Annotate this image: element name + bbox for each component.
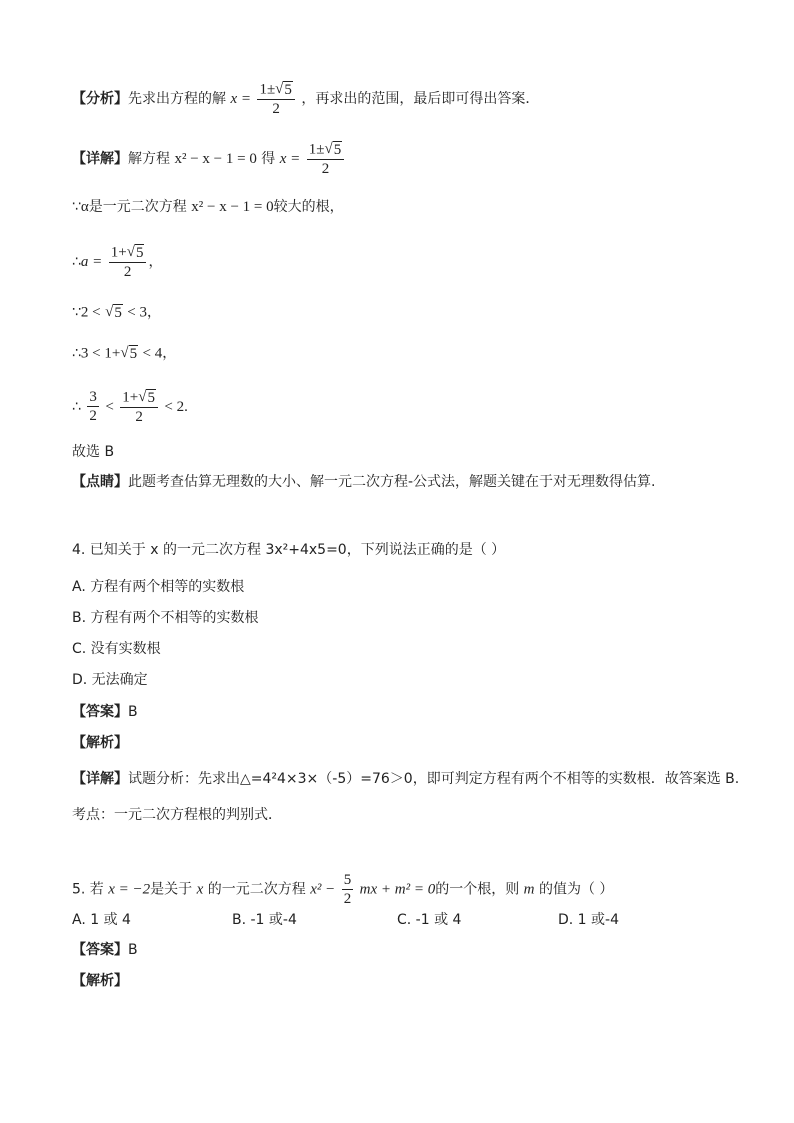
q5-option-a: A. 1 或 4 [72, 912, 131, 928]
therefore-symbol: ∴ [72, 253, 81, 270]
q5-option-c: C. -1 或 4 [397, 912, 462, 928]
inequality-line-2: ∴3 < 1+√5 < 4， [72, 345, 177, 362]
inequality-line-3: ∴ $\frac{3}{2}$ < $\frac{1+√5}{2}$ < 2. [72, 389, 188, 425]
q4-option-b: B. 方程有两个不相等的实数根 [72, 610, 259, 626]
a-value-line: ∴a = $\frac{1+√5}{2}$ ， [72, 244, 163, 280]
root-fraction: $\frac{1\pm√5}{2}$ [307, 140, 344, 178]
q4-detail: 【详解】试题分析：先求出△=4²4×3×（-5）=76＞0，即可判定方程有两个不相等的实数根．故答案选 B. [72, 771, 740, 787]
choose-line: 故选 B [72, 444, 115, 460]
q4-answer: 【答案】B [72, 704, 138, 720]
alpha-line: ∵α是一元二次方程 x² − x − 1 = 0较大的根， [72, 199, 344, 215]
sqrt-symbol: √5 [126, 244, 144, 261]
sqrt-symbol: √5 [324, 141, 342, 158]
sqrt-symbol: √5 [275, 81, 292, 98]
a-fraction: $\frac{1+√5}{2}$ [109, 243, 147, 281]
q5-option-b: B. -1 或-4 [232, 912, 297, 928]
q4-option-d: D. 无法确定 [72, 672, 148, 688]
detail-line: 【详解】解方程 x² − x − 1 = 0 得 x = $\frac{1\pm√5}{2}$ [72, 140, 346, 178]
q4-analysis-tag: 【解析】 [72, 735, 128, 751]
q5-analysis-tag: 【解析】 [72, 973, 128, 989]
analysis-tag: 【分析】 [72, 90, 128, 107]
three-halves-fraction: $\frac{3}{2}$ [89, 389, 97, 425]
analysis-text-post: ，再求出的范围，最后即可得出答案． [301, 90, 540, 107]
sqrt-symbol: √5 [138, 389, 155, 406]
five-halves-fraction: $\frac{5}{2}$ [343, 872, 352, 907]
equation: x² − x − 1 = 0 [174, 150, 257, 167]
inequality-line-1: ∵2 < √5 < 3， [72, 304, 161, 321]
x-equals: x = [230, 90, 251, 107]
comment-line: 【点睛】此题考查估算无理数的大小、解一元二次方程-公式法，解题关键在于对无理数得估算. [72, 474, 656, 490]
q5-option-d: D. 1 或-4 [558, 912, 619, 928]
q4-point: 考点：一元二次方程根的判别式． [72, 807, 282, 823]
question-5-stem: 5. 若 x = −2是关于 x 的一元二次方程 x² − $\frac{5}{2}$ mx + m² = 0的一个根，则 m 的值为（ ） [72, 872, 614, 907]
because-symbol: ∵ [72, 199, 81, 215]
q4-option-c: C. 没有实数根 [72, 641, 161, 657]
sqrt-symbol: √5 [105, 304, 122, 321]
sqrt-symbol: √5 [120, 345, 138, 362]
question-4-stem: 4. 已知关于 x 的一元二次方程 3x²+4x5=0，下列说法正确的是（ ） [72, 542, 506, 558]
analysis-line [72, 80, 539, 118]
q4-option-a: A. 方程有两个相等的实数根 [72, 579, 245, 595]
analysis-text-pre: 先求出方程的解 [128, 90, 226, 107]
detail-tag: 【详解】 [72, 150, 128, 167]
alpha-fraction: $\frac{1+√5}{2}$ [120, 388, 158, 426]
q5-answer: 【答案】B [72, 942, 138, 958]
root-fraction: $\frac{1\pm√5}{2}$ [257, 80, 294, 118]
comment-tag: 【点睛】 [72, 474, 128, 490]
